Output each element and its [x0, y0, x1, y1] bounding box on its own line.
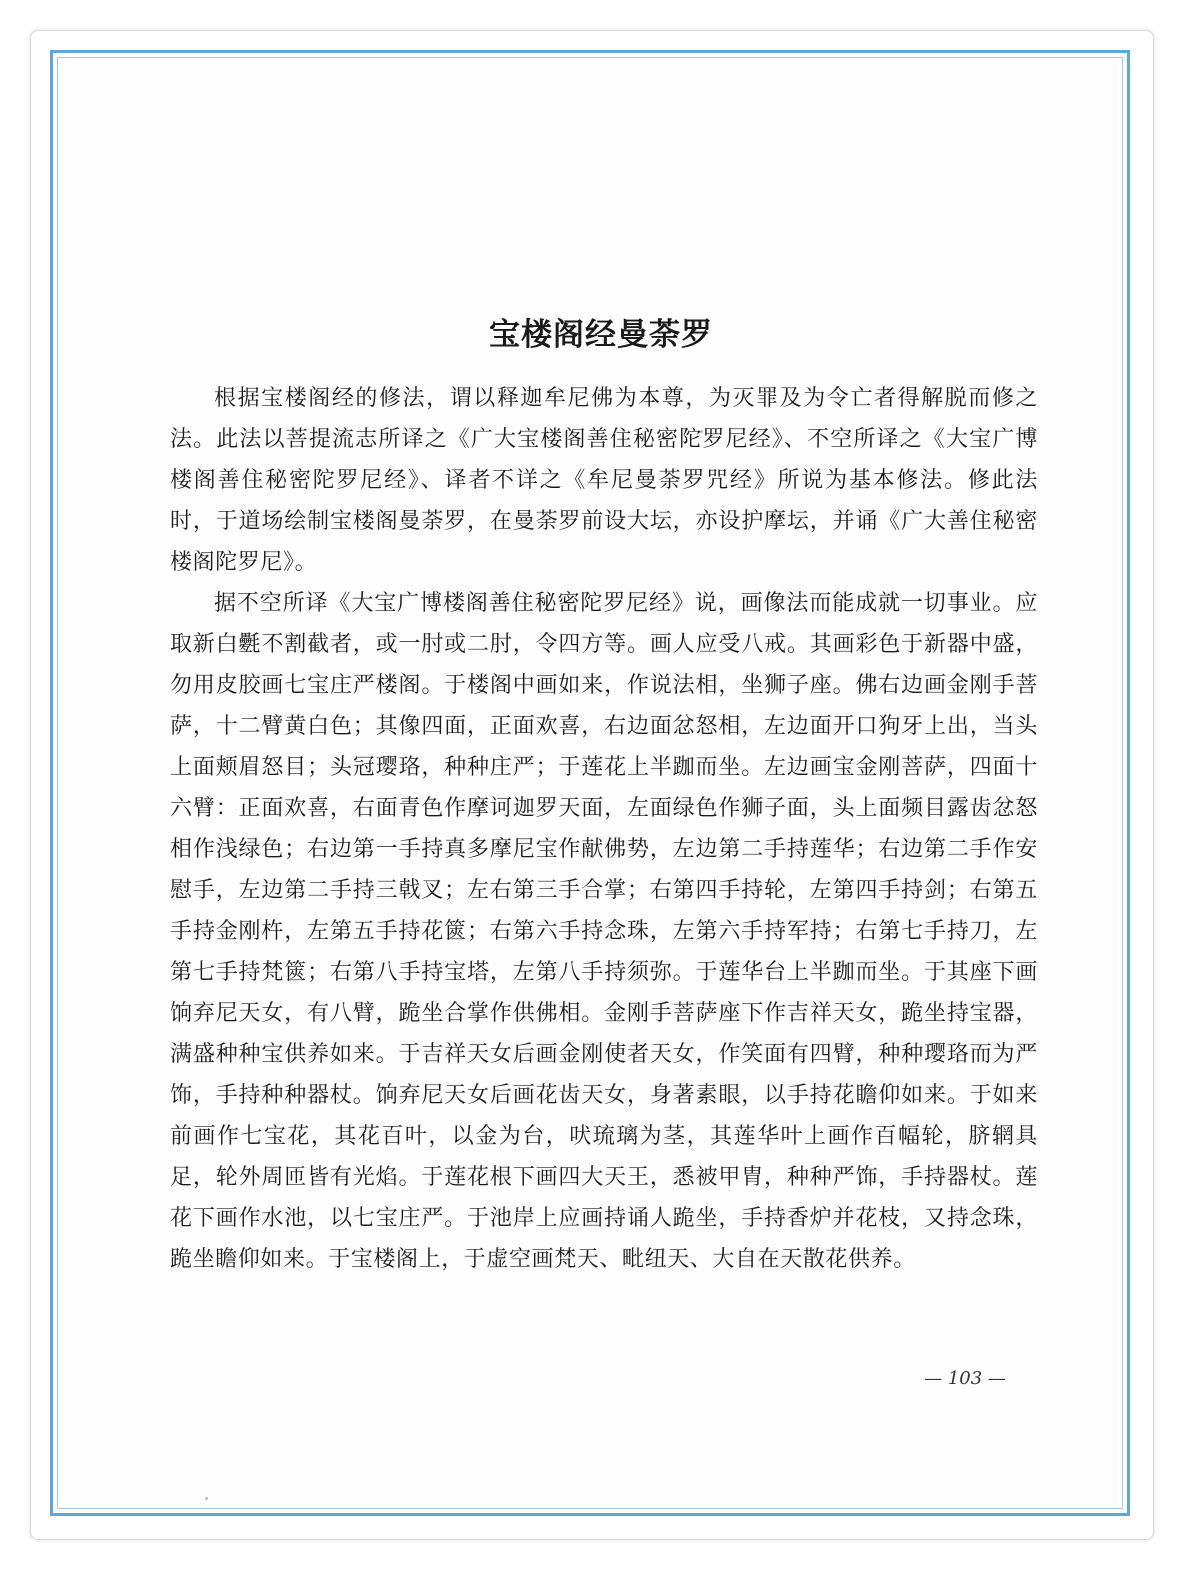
page-number: — 103 —: [924, 1368, 1006, 1389]
page-title: 宝楼阁经曼荼罗: [489, 316, 713, 353]
paragraph-2: 据不空所译《大宝广博楼阁善住秘密陀罗尼经》说，画像法而能成就一切事业。应取新白氎不割截者，或一肘或二肘，令四方等。画人应受八戒。其画彩色于新器中盛，勿用皮胶画七宝庄严楼阁。于楼阁中画如来，作说法相，坐狮子座。佛右边画金刚手菩萨，十二臂黄白色；其像四面，正面欢喜，右边面忿怒相，左边面开口狗牙上出，当头上面颊眉怒目；头冠璎珞，种种庄严；于莲花上半跏而坐。左边画宝金刚菩萨，四面十六臂：正面欢喜，右面青色作摩诃迦罗天面，左面绿色作狮子面，头上面频目露齿忿怒相作浅绿色；右边第一手持真多摩尼宝作献佛势，左边第二手持莲华；右边第二手作安慰手，左边第二手持三戟叉；左右第三手合掌；右第四手持轮，左第四手持剑；右第五手持金刚杵，左第五手持花篋；右第六手持念珠，左第六手持军持；右第七手持刀，左第七手持梵篋；右第八手持宝塔，左第八手持须弥。于莲华台上半跏而坐。于其座下画饷弃尼天女，有八臂，跪坐合掌作供佛相。金刚手菩萨座下作吉祥天女，跪坐持宝器，满盛种种宝供养如来。于吉祥天女后画金刚使者天女，作笑面有四臂，种种璎珞而为严饰，手持种种器杖。饷弃尼天女后画花齿天女，身著素眼，以手持花瞻仰如来。于如来前画作七宝花，其花百叶，以金为台，吠琉璃为茎，其莲华叶上画作百幅轮，脐辋具足，轮外周匝皆有光焰。于莲花根下画四大天王，悉被甲胄，种种严饰，手持器杖。莲花下画作水池，以七宝庄严。于池岸上应画持诵人跪坐，手持香炉并花枝，又持念珠，跪坐瞻仰如来。于宝楼阁上，于虚空画梵天、毗纽天、大自在天散花供养。: [170, 591, 1038, 1272]
body-text: [170, 378, 1038, 1280]
scan-speck: [205, 1497, 208, 1500]
paragraph-1: 根据宝楼阁经的修法，谓以释迦牟尼佛为本尊，为灭罪及为令亡者得解脱而修之法。此法以菩提流志所译之《广大宝楼阁善住秘密陀罗尼经》、不空所译之《大宝广博楼阁善住秘密陀罗尼经》、译者不详之《牟尼曼荼罗咒经》所说为基本修法。修此法时，于道场绘制宝楼阁曼荼罗，在曼荼罗前设大坛，亦设护摩坛，并诵《广大善住秘密楼阁陀罗尼》。: [170, 386, 1038, 575]
